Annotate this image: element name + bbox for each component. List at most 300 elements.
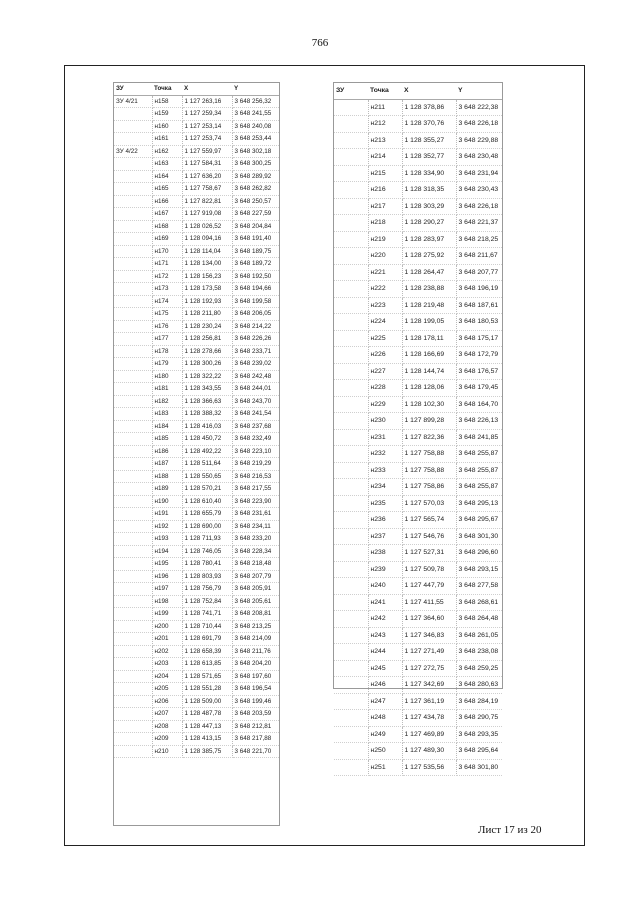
y-cell: 3 648 256,32 [232,95,279,108]
y-cell: 3 648 197,60 [232,670,279,683]
zu-cell [334,462,368,479]
point-cell: н220 [368,248,402,265]
x-cell: 1 127 546,76 [402,528,456,545]
zu-cell [334,413,368,430]
x-cell: 1 127 346,83 [402,627,456,644]
y-cell: 3 648 293,15 [456,561,502,578]
table-row [114,183,279,196]
x-cell: 1 128 658,39 [182,645,232,658]
x-cell: 1 128 238,88 [402,281,456,298]
y-cell: 3 648 300,25 [232,158,279,171]
x-cell: 1 128 413,15 [182,733,232,746]
x-cell: 1 128 416,03 [182,420,232,433]
point-cell: н216 [368,182,402,199]
point-cell: н213 [368,132,402,149]
zu-cell [114,745,152,758]
point-cell: н218 [368,215,402,232]
y-cell: 3 648 226,13 [456,413,502,430]
point-cell: н194 [152,545,182,558]
x-cell: 1 128 264,47 [402,264,456,281]
zu-cell [334,396,368,413]
point-cell: н159 [152,108,182,121]
point-cell: н161 [152,133,182,146]
x-cell: 1 128 283,97 [402,231,456,248]
point-cell: н169 [152,233,182,246]
table-row [114,420,279,433]
x-cell: 1 128 710,44 [182,620,232,633]
x-cell: 1 128 026,52 [182,220,232,233]
y-cell: 3 648 302,18 [232,145,279,158]
zu-cell [114,658,152,671]
x-cell: 1 127 361,19 [402,693,456,710]
y-cell: 3 648 290,75 [456,710,502,727]
table-row [334,314,502,331]
zu-cell [334,495,368,512]
point-cell: н188 [152,470,182,483]
point-cell: н243 [368,627,402,644]
y-cell: 3 648 216,53 [232,470,279,483]
table-header-row [114,83,279,95]
point-cell: н176 [152,320,182,333]
x-cell: 1 127 899,28 [402,413,456,430]
zu-cell [114,720,152,733]
point-cell: н246 [368,677,402,694]
table-row [114,733,279,746]
x-cell: 1 128 487,78 [182,708,232,721]
y-cell: 3 648 218,25 [456,231,502,248]
point-cell: н183 [152,408,182,421]
table-row [114,283,279,296]
x-cell: 1 128 370,76 [402,116,456,133]
point-cell: н215 [368,165,402,182]
zu-cell [334,182,368,199]
x-cell: 1 128 655,79 [182,508,232,521]
x-cell: 1 128 178,11 [402,330,456,347]
zu-cell [334,264,368,281]
y-cell: 3 648 180,53 [456,314,502,331]
table-row [334,413,502,430]
x-cell: 1 128 275,92 [402,248,456,265]
table-row [334,99,502,116]
y-cell: 3 648 240,08 [232,120,279,133]
zu-cell [334,561,368,578]
x-cell: 1 128 746,05 [182,545,232,558]
zu-cell [334,363,368,380]
x-cell: 1 128 192,93 [182,295,232,308]
point-cell: н225 [368,330,402,347]
zu-cell [334,248,368,265]
point-cell: н226 [368,347,402,364]
y-cell: 3 648 233,20 [232,533,279,546]
zu-cell: ЗУ 4/21 [114,95,152,108]
point-cell: н251 [368,759,402,776]
y-cell: 3 648 255,87 [456,479,502,496]
table-row [114,258,279,271]
y-cell: 3 648 239,02 [232,358,279,371]
zu-cell [114,433,152,446]
point-cell: н230 [368,413,402,430]
y-cell: 3 648 259,25 [456,660,502,677]
zu-cell [114,358,152,371]
table-row [114,683,279,696]
point-cell: н240 [368,578,402,595]
table-row [334,479,502,496]
header-y: Y [232,83,279,95]
table-row [114,195,279,208]
zu-cell [114,558,152,571]
zu-cell [334,743,368,760]
y-cell: 3 648 226,26 [232,333,279,346]
table-row [334,743,502,760]
y-cell: 3 648 187,61 [456,297,502,314]
table-row [334,297,502,314]
x-cell: 1 127 509,78 [402,561,456,578]
zu-cell [114,520,152,533]
zu-cell [334,198,368,215]
zu-cell [114,645,152,658]
point-cell: н210 [152,745,182,758]
table-row [114,320,279,333]
x-cell: 1 128 156,23 [182,270,232,283]
table-row [334,363,502,380]
x-cell: 1 127 447,79 [402,578,456,595]
table-header-row [334,83,502,99]
y-cell: 3 648 208,81 [232,608,279,621]
point-cell: н167 [152,208,182,221]
table-row [114,533,279,546]
y-cell: 3 648 255,87 [456,462,502,479]
header-x: X [402,83,456,99]
table-row [334,347,502,364]
x-cell: 1 127 253,74 [182,133,232,146]
x-cell: 1 128 610,40 [182,495,232,508]
table-row [334,594,502,611]
point-cell: н244 [368,644,402,661]
table-row [334,248,502,265]
table-row [114,395,279,408]
zu-cell [114,508,152,521]
point-cell: н158 [152,95,182,108]
y-cell: 3 648 222,38 [456,99,502,116]
y-cell: 3 648 213,25 [232,620,279,633]
x-cell: 1 128 571,65 [182,670,232,683]
zu-cell [334,710,368,727]
header-point: Точка [152,83,182,95]
y-cell: 3 648 229,88 [456,132,502,149]
table-row [334,660,502,677]
y-cell: 3 648 241,55 [232,108,279,121]
zu-cell [334,380,368,397]
zu-cell [334,578,368,595]
point-cell: н242 [368,611,402,628]
point-cell: н203 [152,658,182,671]
y-cell: 3 648 176,57 [456,363,502,380]
zu-cell [114,445,152,458]
point-cell: н166 [152,195,182,208]
x-cell: 1 127 758,67 [182,183,232,196]
point-cell: н200 [152,620,182,633]
y-cell: 3 648 243,70 [232,395,279,408]
table-row [114,520,279,533]
point-cell: н247 [368,693,402,710]
table-row [334,396,502,413]
x-cell: 1 128 230,24 [182,320,232,333]
x-cell: 1 127 527,31 [402,545,456,562]
y-cell: 3 648 277,58 [456,578,502,595]
y-cell: 3 648 234,11 [232,520,279,533]
point-cell: н236 [368,512,402,529]
y-cell: 3 648 231,94 [456,165,502,182]
zu-cell [114,708,152,721]
right-coordinate-table [334,83,502,776]
point-cell: н207 [152,708,182,721]
x-cell: 1 128 711,93 [182,533,232,546]
header-y: Y [456,83,502,99]
sheet-label: Лист 17 из 20 [478,824,542,836]
point-cell: н186 [152,445,182,458]
table-row [334,198,502,215]
point-cell: н182 [152,395,182,408]
y-cell: 3 648 207,77 [456,264,502,281]
y-cell: 3 648 237,68 [232,420,279,433]
table-row [114,295,279,308]
x-cell: 1 128 166,69 [402,347,456,364]
zu-cell [334,314,368,331]
x-cell: 1 128 219,48 [402,297,456,314]
x-cell: 1 128 752,84 [182,595,232,608]
zu-cell [114,595,152,608]
point-cell: н199 [152,608,182,621]
point-cell: н190 [152,495,182,508]
y-cell: 3 648 221,37 [456,215,502,232]
zu-cell [114,183,152,196]
header-zu: ЗУ [334,83,368,99]
point-cell: н219 [368,231,402,248]
table-row [334,710,502,727]
x-cell: 1 128 290,27 [402,215,456,232]
point-cell: н239 [368,561,402,578]
zu-cell [114,170,152,183]
y-cell: 3 648 226,18 [456,116,502,133]
y-cell: 3 648 218,48 [232,558,279,571]
zu-cell [334,297,368,314]
y-cell: 3 648 242,48 [232,370,279,383]
left-coordinate-table-container [113,82,280,826]
point-cell: н227 [368,363,402,380]
x-cell: 1 128 690,00 [182,520,232,533]
zu-cell [114,308,152,321]
zu-cell [114,208,152,221]
right-coordinate-table-container [333,82,503,771]
point-cell: н189 [152,483,182,496]
point-cell: н185 [152,433,182,446]
x-cell: 1 128 278,66 [182,345,232,358]
y-cell: 3 648 214,09 [232,633,279,646]
point-cell: н208 [152,720,182,733]
y-cell: 3 648 230,43 [456,182,502,199]
x-cell: 1 128 128,06 [402,380,456,397]
y-cell: 3 648 284,19 [456,693,502,710]
table-row [334,429,502,446]
y-cell: 3 648 204,84 [232,220,279,233]
x-cell: 1 128 355,27 [402,132,456,149]
header-zu: ЗУ [114,83,152,95]
zu-cell [334,330,368,347]
zu-cell [114,383,152,396]
table-row [114,583,279,596]
x-cell: 1 128 256,81 [182,333,232,346]
table-row [334,462,502,479]
y-cell: 3 648 228,34 [232,545,279,558]
table-row [114,620,279,633]
y-cell: 3 648 207,79 [232,570,279,583]
x-cell: 1 127 822,81 [182,195,232,208]
table-row [114,470,279,483]
y-cell: 3 648 191,40 [232,233,279,246]
point-cell: н191 [152,508,182,521]
table-row [334,380,502,397]
zu-cell [114,408,152,421]
point-cell: н163 [152,158,182,171]
y-cell: 3 648 241,85 [456,429,502,446]
point-cell: н241 [368,594,402,611]
x-cell: 1 128 447,13 [182,720,232,733]
x-cell: 1 127 919,08 [182,208,232,221]
x-cell: 1 128 388,32 [182,408,232,421]
point-cell: н204 [152,670,182,683]
zu-cell [114,683,152,696]
y-cell: 3 648 238,08 [456,644,502,661]
point-cell: н212 [368,116,402,133]
point-cell: н232 [368,446,402,463]
table-row [114,308,279,321]
table-row [114,708,279,721]
point-cell: н222 [368,281,402,298]
x-cell: 1 128 803,93 [182,570,232,583]
table-row [334,182,502,199]
x-cell: 1 127 364,60 [402,611,456,628]
x-cell: 1 128 511,64 [182,458,232,471]
y-cell: 3 648 211,76 [232,645,279,658]
x-cell: 1 128 613,85 [182,658,232,671]
zu-cell [334,446,368,463]
table-row [114,220,279,233]
page-number: 766 [311,37,329,49]
zu-cell [114,420,152,433]
y-cell: 3 648 264,48 [456,611,502,628]
table-row [334,264,502,281]
zu-cell [114,258,152,271]
point-cell: н173 [152,283,182,296]
table-row [334,330,502,347]
table-row [334,677,502,694]
table-row [334,644,502,661]
point-cell: н197 [152,583,182,596]
x-cell: 1 127 411,55 [402,594,456,611]
zu-cell [334,132,368,149]
x-cell: 1 127 565,74 [402,512,456,529]
y-cell: 3 648 226,18 [456,198,502,215]
x-cell: 1 128 570,21 [182,483,232,496]
table-row [114,633,279,646]
y-cell: 3 648 227,59 [232,208,279,221]
table-row [114,458,279,471]
zu-cell [114,333,152,346]
y-cell: 3 648 295,67 [456,512,502,529]
x-cell: 1 128 352,77 [402,149,456,166]
zu-cell [114,370,152,383]
table-row [334,495,502,512]
point-cell: н249 [368,726,402,743]
zu-cell [334,726,368,743]
table-row [114,158,279,171]
point-cell: н228 [368,380,402,397]
table-row [334,759,502,776]
table-row [114,245,279,258]
table-row [334,116,502,133]
y-cell: 3 648 189,72 [232,258,279,271]
y-cell: 3 648 199,58 [232,295,279,308]
zu-cell [114,620,152,633]
zu-cell [114,320,152,333]
table-row [114,408,279,421]
y-cell: 3 648 233,71 [232,345,279,358]
y-cell: 3 648 211,67 [456,248,502,265]
zu-cell [114,120,152,133]
point-cell: н164 [152,170,182,183]
table-row [114,233,279,246]
y-cell: 3 648 205,91 [232,583,279,596]
table-row [334,561,502,578]
y-cell: 3 648 175,17 [456,330,502,347]
zu-cell [334,512,368,529]
x-cell: 1 127 559,97 [182,145,232,158]
x-cell: 1 127 489,30 [402,743,456,760]
table-row [334,578,502,595]
zu-cell [114,108,152,121]
y-cell: 3 648 189,75 [232,245,279,258]
point-cell: н181 [152,383,182,396]
table-row [114,495,279,508]
y-cell: 3 648 241,54 [232,408,279,421]
point-cell: н192 [152,520,182,533]
x-cell: 1 127 758,88 [402,446,456,463]
point-cell: н238 [368,545,402,562]
point-cell: н184 [152,420,182,433]
table-row [334,446,502,463]
y-cell: 3 648 206,05 [232,308,279,321]
x-cell: 1 128 173,58 [182,283,232,296]
point-cell: н223 [368,297,402,314]
x-cell: 1 127 253,14 [182,120,232,133]
y-cell: 3 648 172,79 [456,347,502,364]
y-cell: 3 648 223,90 [232,495,279,508]
zu-cell [334,231,368,248]
zu-cell: ЗУ 4/22 [114,145,152,158]
y-cell: 3 648 192,50 [232,270,279,283]
x-cell: 1 127 263,16 [182,95,232,108]
x-cell: 1 127 342,69 [402,677,456,694]
table-row [114,208,279,221]
point-cell: н196 [152,570,182,583]
x-cell: 1 128 211,80 [182,308,232,321]
x-cell: 1 128 134,00 [182,258,232,271]
table-row [334,215,502,232]
zu-cell [114,133,152,146]
y-cell: 3 648 232,49 [232,433,279,446]
table-row [334,165,502,182]
zu-cell [334,759,368,776]
